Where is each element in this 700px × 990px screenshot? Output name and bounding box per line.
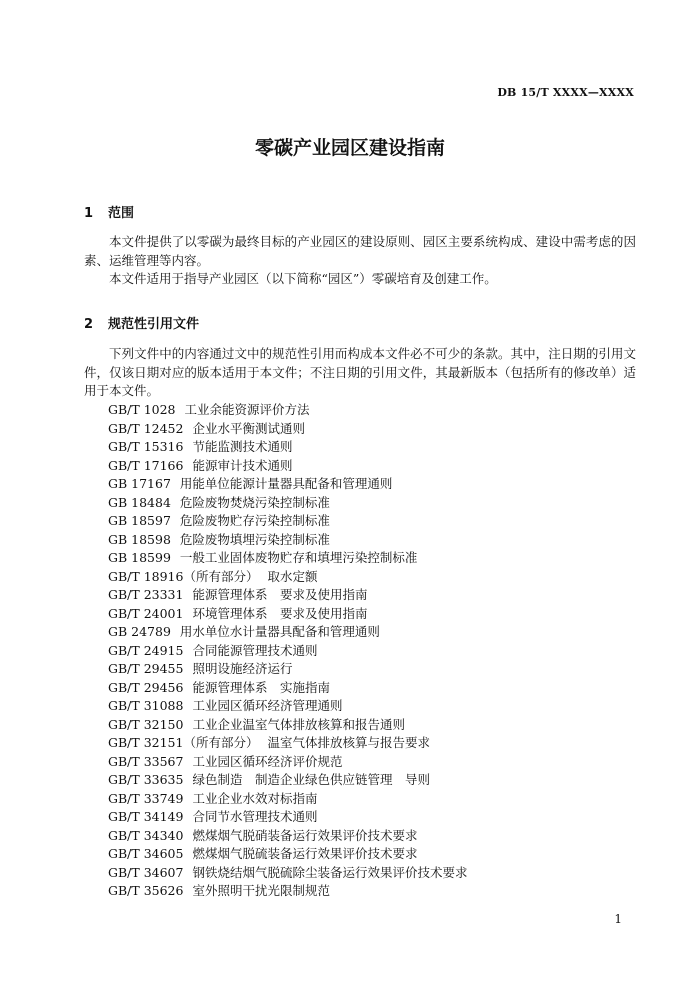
reference-code: GB 18597 xyxy=(108,513,171,528)
reference-title: 燃煤烟气脱硫装备运行效果评价技术要求 xyxy=(192,846,418,861)
document-title: 零碳产业园区建设指南 xyxy=(254,137,445,159)
reference-code: GB/T 29456 xyxy=(108,679,184,695)
reference-title: 工业企业水效对标指南 xyxy=(192,790,318,806)
reference-item xyxy=(108,734,628,753)
document-code: DB 15/T XXXX—XXXX xyxy=(497,86,634,99)
reference-title: 取水定额 xyxy=(267,568,318,584)
reference-code: GB/T 24915 xyxy=(108,642,184,658)
reference-item xyxy=(108,512,628,531)
section-number: 1 xyxy=(84,206,94,221)
reference-title: 能源管理体系 要求及使用指南 xyxy=(192,587,368,602)
reference-title: 室外照明干扰光限制规范 xyxy=(192,883,330,898)
section-number: 2 xyxy=(84,317,94,332)
reference-item xyxy=(108,827,628,846)
reference-list xyxy=(108,401,628,901)
section-2-heading xyxy=(84,313,199,332)
reference-code: GB/T 34149 xyxy=(108,809,184,824)
reference-title: 危险废物填埋污染控制标准 xyxy=(179,531,330,547)
reference-code: GB/T 18916（所有部分） xyxy=(108,568,259,584)
reference-item xyxy=(108,808,628,827)
reference-title: 绿色制造 制造企业绿色供应链管理 导则 xyxy=(192,772,430,787)
reference-code: GB/T 33635 xyxy=(108,772,184,787)
paragraph: 本文件提供了以零碳为最终目标的产业园区的建设原则、园区主要系统构成、建设中需考虑的因素、运维管理等内容。 xyxy=(84,234,636,268)
reference-code: GB/T 34607 xyxy=(108,864,184,880)
reference-item xyxy=(108,679,628,698)
reference-title: 企业水平衡测试通则 xyxy=(192,420,305,436)
section-1-heading xyxy=(84,202,134,221)
reference-item xyxy=(108,605,628,624)
reference-item xyxy=(108,531,628,550)
reference-title: 燃煤烟气脱硝装备运行效果评价技术要求 xyxy=(192,827,418,843)
reference-title: 工业园区循环经济管理通则 xyxy=(192,698,343,713)
reference-code: GB 18598 xyxy=(108,531,171,547)
reference-item xyxy=(108,753,628,772)
reference-code: GB/T 33749 xyxy=(108,790,184,806)
reference-item xyxy=(108,494,628,513)
reference-title: 温室气体排放核算与报告要求 xyxy=(267,735,430,750)
reference-title: 合同节水管理技术通则 xyxy=(192,809,318,824)
reference-code: GB/T 15316 xyxy=(108,439,184,454)
reference-code: GB 24789 xyxy=(108,624,171,639)
reference-title: 工业企业温室气体排放核算和报告通则 xyxy=(192,716,405,732)
reference-code: GB/T 24001 xyxy=(108,605,184,621)
reference-item xyxy=(108,771,628,790)
reference-item xyxy=(108,586,628,605)
reference-title: 工业余能资源评价方法 xyxy=(184,402,310,417)
reference-title: 危险废物焚烧污染控制标准 xyxy=(179,494,330,510)
reference-item xyxy=(108,882,628,901)
reference-title: 危险废物贮存污染控制标准 xyxy=(179,513,330,528)
reference-item xyxy=(108,438,628,457)
section-1-body xyxy=(84,233,636,289)
reference-item xyxy=(108,475,628,494)
reference-item xyxy=(108,401,628,420)
reference-title: 能源审计技术通则 xyxy=(192,457,293,473)
reference-item xyxy=(108,716,628,735)
reference-code: GB/T 12452 xyxy=(108,420,184,436)
reference-title: 一般工业固体废物贮存和填埋污染控制标准 xyxy=(179,550,418,565)
reference-item xyxy=(108,864,628,883)
reference-code: GB/T 31088 xyxy=(108,698,184,713)
section-title: 范围 xyxy=(108,206,135,221)
reference-item xyxy=(108,642,628,661)
reference-title: 用能单位能源计量器具配备和管理通则 xyxy=(179,476,393,491)
reference-item xyxy=(108,568,628,587)
reference-code: GB 18484 xyxy=(108,494,171,510)
reference-code: GB/T 29455 xyxy=(108,661,184,676)
reference-code: GB/T 32150 xyxy=(108,716,184,732)
reference-title: 节能监测技术通则 xyxy=(192,439,293,454)
reference-code: GB 18599 xyxy=(108,550,171,565)
reference-code: GB/T 23331 xyxy=(108,587,184,602)
reference-title: 合同能源管理技术通则 xyxy=(192,642,318,658)
reference-code: GB 17167 xyxy=(108,476,171,491)
reference-code: GB/T 35626 xyxy=(108,883,184,898)
reference-item xyxy=(108,623,628,642)
reference-item xyxy=(108,420,628,439)
reference-title: 能源管理体系 实施指南 xyxy=(192,679,330,695)
section-title: 规范性引用文件 xyxy=(108,317,200,332)
reference-title: 环境管理体系 要求及使用指南 xyxy=(192,605,368,621)
page-number: 1 xyxy=(614,912,622,926)
reference-item xyxy=(108,549,628,568)
reference-code: GB/T 33567 xyxy=(108,753,184,769)
reference-title: 用水单位水计量器具配备和管理通则 xyxy=(179,624,380,639)
paragraph: 本文件适用于指导产业园区（以下简称“园区”）零碳培育及创建工作。 xyxy=(109,271,497,286)
paragraph: 下列文件中的内容通过文中的规范性引用而构成本文件必不可少的条款。其中，注日期的引用文件，仅该日期对应的版本适用于本文件；不注日期的引用文件，其最新版本（包括所有的修改单）适用于本文件。 xyxy=(84,346,636,398)
reference-code: GB/T 34340 xyxy=(108,827,184,843)
reference-item xyxy=(108,845,628,864)
reference-title: 工业园区循环经济评价规范 xyxy=(192,753,343,769)
reference-code: GB/T 1028 xyxy=(108,402,176,417)
section-2-intro xyxy=(84,345,636,401)
reference-code: GB/T 32151（所有部分） xyxy=(108,735,259,750)
reference-item xyxy=(108,697,628,716)
reference-item xyxy=(108,660,628,679)
reference-code: GB/T 17166 xyxy=(108,457,184,473)
reference-item xyxy=(108,790,628,809)
reference-title: 钢铁烧结烟气脱硫除尘装备运行效果评价技术要求 xyxy=(192,864,468,880)
reference-code: GB/T 34605 xyxy=(108,846,184,861)
reference-title: 照明设施经济运行 xyxy=(192,661,293,676)
reference-item xyxy=(108,457,628,476)
